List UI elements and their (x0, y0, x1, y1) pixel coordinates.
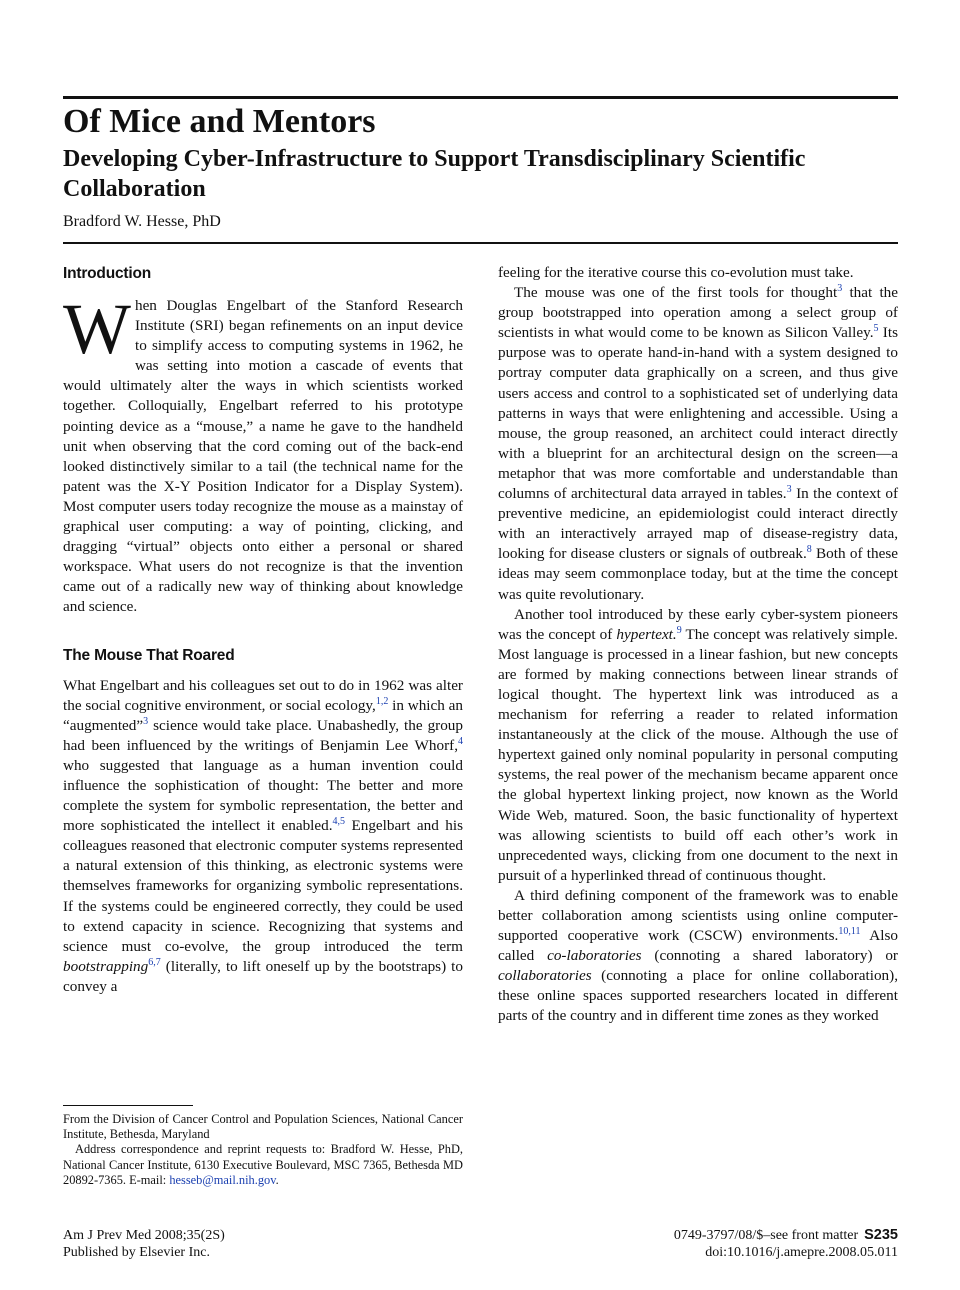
text-run: Both of these ideas may seem commonplace today, but at the time the concept was quite revolutionary. (498, 545, 898, 603)
text-run: Another tool introduced by these early cyber-system pioneers was the concept of (498, 605, 898, 643)
issn-footer (674, 1227, 898, 1261)
mouse-tool-paragraph (498, 283, 898, 605)
italic-term: co-laboratories (547, 947, 642, 965)
hypertext-paragraph (498, 605, 898, 886)
italic-term: bootstrapping (63, 957, 149, 975)
citation-link[interactable]: 1,2 (375, 695, 389, 707)
affiliation-note: From the Division of Cancer Control and Population Sciences, National Cancer Institute, Bethesda, Maryland (63, 1112, 463, 1142)
text-run: Also called (498, 927, 898, 965)
text-run: science would take place. Unabashedly, the group had been influenced by the writings of Benjamin Lee Whorf, (63, 716, 463, 754)
text-run: (literally, to lift oneself up by the bootstraps) to convey a (63, 957, 463, 995)
citation-link[interactable]: 3 (786, 484, 792, 496)
text-run: Engelbart and his colleagues reasoned that electronic computer systems represented a natural extension of this thinking, as electronic systems were themselves frameworks for organizing symbolic representations. If the systems could be engineered correctly, they could be used to extend capacity in science. Recognizing that systems and science must co-evolve, the group introduced the term (63, 817, 463, 955)
text-run: In the context of preventive medicine, an epidemiologist could interact directly with an interactively arrayed map of disease-registry data, looking for disease clusters or signals of outbreak. (498, 485, 898, 563)
issn-line (674, 1227, 898, 1244)
text-run: What Engelbart and his colleagues set out to do in 1962 was alter the social cognitive environment, or social ecology, (63, 676, 463, 714)
text-run: (connoting a place for online collaboration), these online spaces supported researchers located in different parts of the country and in different time zones as they worked (498, 967, 898, 1025)
article-title: Of Mice and Mentors (63, 103, 376, 140)
continued-paragraph: feeling for the iterative course this co-evolution must take. (498, 264, 854, 281)
right-column (498, 263, 898, 1027)
text-run: Address correspondence and reprint requests to: Bradford W. Hesse, PhD, National Cancer Institute, 6130 Executive Boulevard, MSC 7365, Bethesda MD 20892-7365. E-mail: (63, 1142, 463, 1187)
citation-link[interactable]: 4 (458, 735, 463, 747)
text-run: (connoting a shared laboratory) or (641, 947, 898, 965)
drop-cap: W (63, 289, 131, 369)
journal-footer (63, 1227, 225, 1261)
mouse-paragraph (63, 676, 463, 998)
collaboration-paragraph (498, 886, 898, 1027)
text-run: The mouse was one of the first tools for thought (514, 284, 838, 302)
intro-text: hen Douglas Engelbart of the Stanford Research Institute (SRI) began refinements on an input device to simplify access to computing systems in 1962, he was setting into motion a cascade of events that would ultimately alter the ways in which scientists worked together. Colloquially, Engelbart referred to his prototype pointing device as a “mouse,” a name he gave to the handheld unit when observing that the cord coming out of the back-end looked distinctively similar to a tail (the technical name for the patent was the X-Y Position Indicator for a Display System). Most computer users today recognize the mouse as a mainstay of graphical user computing: a way of pointing, clicking, and dragging “virtual” objects onto either a personal or shared workspace. What users do not recognize is that the invention came out of a radically new way of thinking about knowledge and science. (63, 297, 463, 616)
issn-text: 0749-3797/08/$–see front matter (673, 1228, 859, 1243)
text-run: who suggested that language as a human invention could influence the sophistication of thought: The better and more complete the system for symbolic representation, the better and more sophisticated the intellect it enabled. (63, 756, 463, 835)
footnote-rule (63, 1105, 193, 1106)
text-run: A third defining component of the framework was to enable better collaboration among scientists using online computer-supported cooperative work (CSCW) environments. (498, 886, 898, 945)
text-run: in which an “augmented” (63, 696, 463, 734)
text-run: The concept was relatively simple. Most language is processed in a linear fashion, but new concepts are formed by making connections between linear strands of logical thought. The hypertext link was introduced as a mechanism for referring a reader to related information instantaneously at the click of the mouse. Although the use of hypertext gained only nominal popularity in personal computing systems, the real power of the mechanism became apparent once the global hypertext linking project, now known as the World Wide Web, matured. Soon, the basic functionality of hypertext was allowing scientists to build off each other’s work in unprecedented ways, clicking from one document to the next in pursuit of a hyperlinked thread of continuous thought. (498, 625, 898, 884)
text-run: Its purpose was to operate hand-in-hand with a system designed to portray computer data graphically on a screen, and thus give users access and control to a sophisticated set of underlying data patterns in ways that were enlightening and accessible. Using a mouse, the group reasoned, an architect could interact directly with a blueprint for an architectural design on the screen—a metaphor that was more comfortable and understandable than columns of architectural data arrayed in tables. (498, 324, 898, 503)
italic-term: collaboratories (498, 967, 592, 985)
citation-link[interactable]: 5 (873, 323, 879, 335)
citation-link[interactable]: 4,5 (332, 816, 346, 828)
left-column (63, 262, 463, 997)
correspondence-note (63, 1142, 463, 1188)
top-rule (63, 96, 898, 99)
footnote (63, 1112, 463, 1188)
section-heading-introduction: Introduction (63, 265, 151, 282)
citation-link[interactable]: 3 (837, 283, 843, 295)
text-run: that the group bootstrapped into operation among a select group of scientists in what would come to be known as Silicon Valley. (498, 284, 899, 342)
publisher-line: Published by Elsevier Inc. (63, 1245, 210, 1260)
citation-link[interactable]: 10,11 (838, 926, 861, 938)
citation-link[interactable]: 3 (143, 715, 149, 727)
page-number: S235 (864, 1227, 898, 1243)
email-link[interactable]: hesseb@mail.nih.gov (169, 1172, 276, 1187)
journal-citation: Am J Prev Med 2008;35(2S) (63, 1228, 225, 1243)
italic-term: hypertext. (616, 625, 677, 643)
citation-link[interactable]: 8 (806, 544, 812, 556)
doi-line[interactable]: doi:10.1016/j.amepre.2008.05.011 (705, 1245, 898, 1260)
article-subtitle: Developing Cyber-Infrastructure to Support Transdisciplinary Scientific Collaboration (63, 146, 806, 202)
citation-link[interactable]: 9 (676, 624, 682, 636)
citation-link[interactable]: 6,7 (148, 956, 161, 968)
header-rule (63, 242, 898, 244)
section-heading-mouse: The Mouse That Roared (63, 646, 235, 664)
author-line: Bradford W. Hesse, PhD (63, 213, 221, 230)
intro-paragraph (63, 289, 463, 618)
text-run: . (275, 1172, 279, 1187)
